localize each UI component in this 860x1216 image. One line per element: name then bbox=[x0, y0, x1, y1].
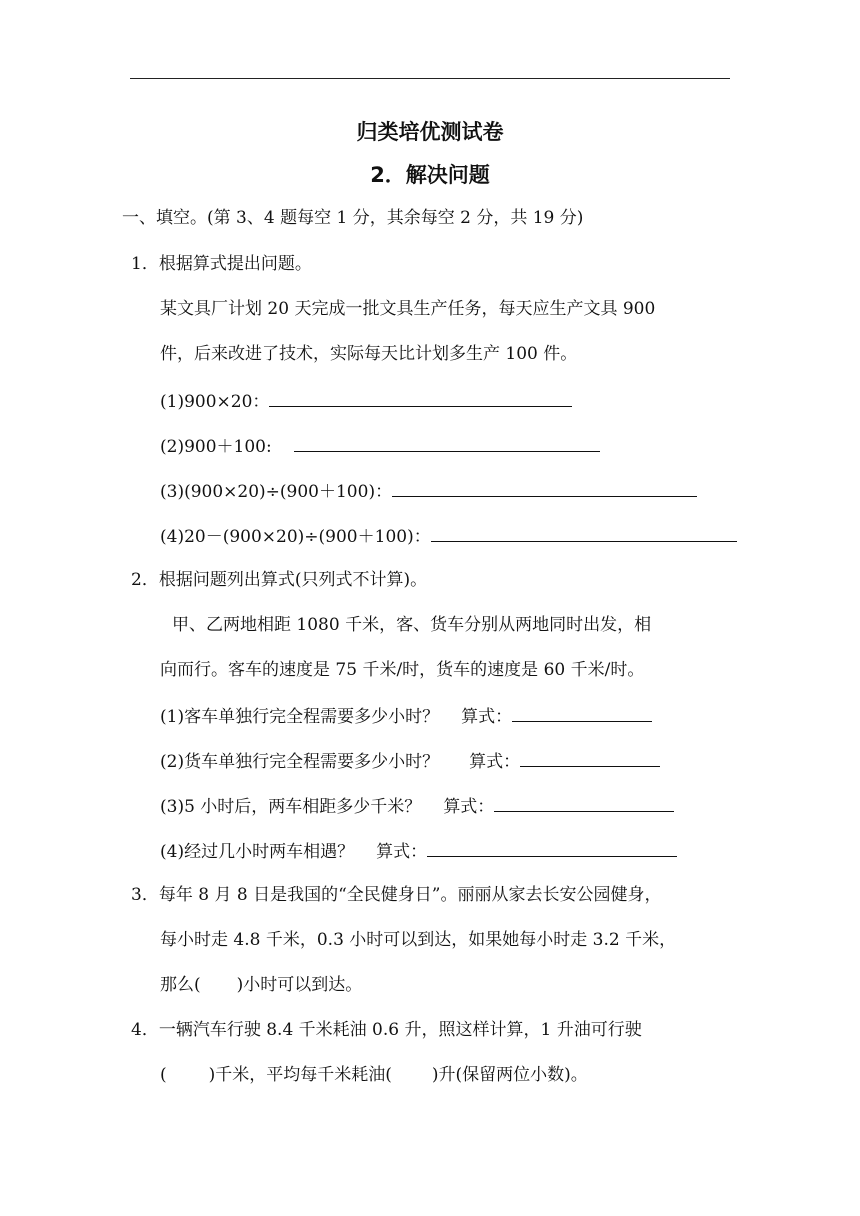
answer-blank[interactable] bbox=[512, 703, 652, 722]
section-heading: 一、填空。(第 3、4 题每空 1 分，其余每空 2 分，共 19 分) bbox=[122, 208, 584, 228]
item-label: (3)(900×20)÷(900＋100)： bbox=[160, 482, 393, 502]
question-1-text: 件，后来改进了技术，实际每天比计划多生产 100 件。 bbox=[160, 344, 578, 364]
question-1-item bbox=[160, 478, 697, 504]
item-label: (2)900＋100: bbox=[160, 437, 272, 457]
item-label: (4)20－(900×20)÷(900＋100)： bbox=[160, 527, 431, 547]
item-question: (1)客车单独行完全程需要多少小时？ bbox=[160, 707, 440, 727]
answer-blank[interactable] bbox=[269, 388, 572, 407]
answer-blank[interactable] bbox=[294, 433, 600, 452]
item-label: (1)900×20： bbox=[160, 392, 270, 412]
text-fragment: )小时可以到达。 bbox=[236, 975, 363, 995]
question-1-item bbox=[160, 433, 600, 459]
question-1-text: 某文具厂计划 20 天完成一批文具生产任务，每天应生产文具 900 bbox=[160, 299, 656, 319]
question-3-text bbox=[160, 973, 362, 997]
question-3-text: 每小时走 4.8 千米，0.3 小时可以到达，如果她每小时走 3.2 千米， bbox=[160, 930, 677, 950]
question-1-item bbox=[160, 523, 737, 549]
formula-label: 算式： bbox=[443, 797, 495, 817]
question-2-item bbox=[160, 838, 677, 864]
item-question: (3)5 小时后，两车相距多少千米？ bbox=[160, 797, 422, 817]
page-title: 归类培优测试卷 bbox=[356, 120, 504, 144]
question-3-text: 3．每年 8 月 8 日是我国的“全民健身日”。丽丽从家去长安公园健身， bbox=[131, 885, 662, 905]
header-rule bbox=[130, 78, 730, 79]
question-2-text: 向而行。客车的速度是 75 千米/时，货车的速度是 60 千米/时。 bbox=[160, 660, 645, 680]
formula-label: 算式： bbox=[376, 842, 428, 862]
text-fragment: 那么( bbox=[160, 975, 201, 995]
item-question: (4)经过几小时两车相遇？ bbox=[160, 842, 355, 862]
question-2-item bbox=[160, 748, 660, 774]
formula-label: 算式： bbox=[461, 707, 513, 727]
text-fragment: )升(保留两位小数)。 bbox=[431, 1065, 588, 1085]
answer-blank[interactable] bbox=[427, 838, 677, 857]
answer-blank[interactable] bbox=[431, 523, 737, 542]
question-1-stem: 1．根据算式提出问题。 bbox=[131, 254, 312, 274]
question-2-stem: 2．根据问题列出算式(只列式不计算)。 bbox=[131, 570, 428, 590]
formula-label: 算式： bbox=[469, 752, 521, 772]
question-2-item bbox=[160, 703, 652, 729]
question-1-item bbox=[160, 388, 572, 414]
text-fragment: ( bbox=[160, 1065, 167, 1085]
item-question: (2)货车单独行完全程需要多少小时？ bbox=[160, 752, 440, 772]
answer-blank[interactable] bbox=[392, 478, 697, 497]
answer-blank[interactable] bbox=[520, 748, 660, 767]
answer-blank[interactable] bbox=[494, 793, 674, 812]
text-fragment: )千米，平均每千米耗油( bbox=[208, 1065, 392, 1085]
question-2-text: 甲、乙两地相距 1080 千米，客、货车分别从两地同时出发，相 bbox=[172, 615, 652, 635]
page-subtitle: 2．解决问题 bbox=[370, 163, 490, 187]
question-4-text: 4．一辆汽车行驶 8.4 千米耗油 0.6 升，照这样计算，1 升油可行驶 bbox=[131, 1020, 642, 1040]
question-4-text bbox=[160, 1063, 588, 1087]
question-2-item bbox=[160, 793, 674, 819]
